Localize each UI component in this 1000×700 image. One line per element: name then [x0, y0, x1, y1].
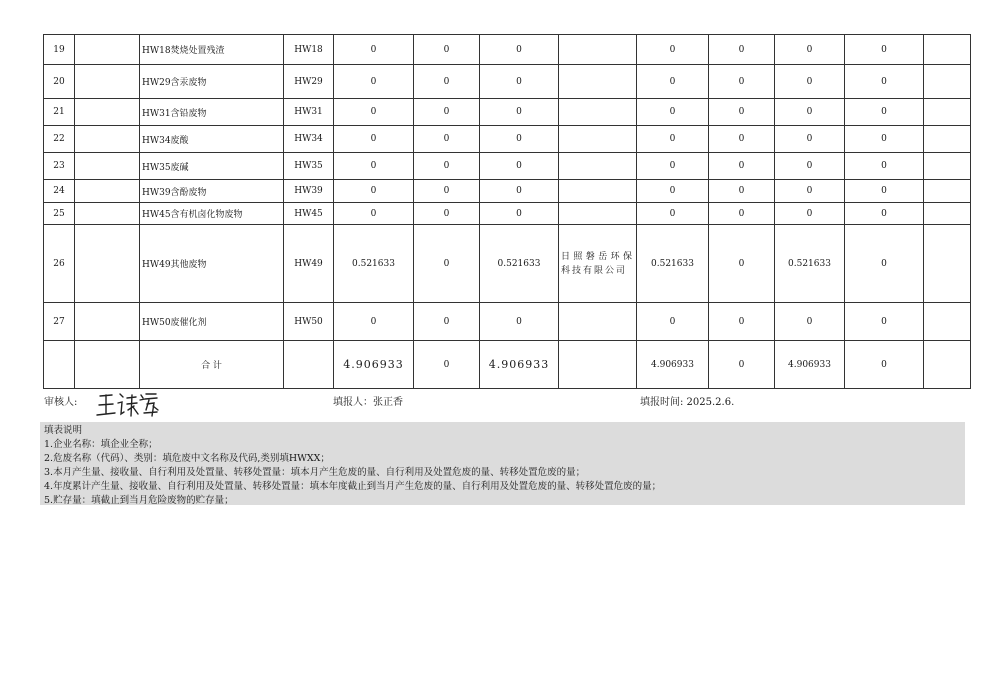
value-cell: 0	[334, 99, 414, 126]
value-cell: 0.521633	[480, 225, 559, 303]
total-label: 合 计	[140, 341, 284, 389]
value-cell: 0	[414, 65, 480, 99]
value-cell: 0	[637, 65, 709, 99]
row-number: 25	[44, 203, 75, 225]
waste-name: HW39含酚废物	[140, 180, 284, 203]
row-number: 22	[44, 126, 75, 153]
disposal-company	[559, 65, 637, 99]
value-cell: 0	[845, 35, 924, 65]
value-cell: 0	[480, 126, 559, 153]
value-cell: 0	[480, 303, 559, 341]
value-cell: 0	[480, 203, 559, 225]
value-cell: 0	[845, 99, 924, 126]
value-cell: 0	[334, 203, 414, 225]
total-blank	[75, 341, 140, 389]
total-value: 0	[414, 341, 480, 389]
waste-name: HW34废酸	[140, 126, 284, 153]
value-cell: 0	[709, 303, 775, 341]
table-row	[44, 180, 971, 203]
value-cell: 0	[414, 225, 480, 303]
value-cell: 0	[414, 153, 480, 180]
enterprise-cell	[75, 225, 140, 303]
value-cell: 0	[775, 153, 845, 180]
remark-cell	[924, 225, 971, 303]
waste-code: HW31	[284, 99, 334, 126]
remark-cell	[924, 153, 971, 180]
waste-code: HW49	[284, 225, 334, 303]
disposal-company	[559, 303, 637, 341]
value-cell: 0	[845, 203, 924, 225]
table-row	[44, 35, 971, 65]
enterprise-cell	[75, 153, 140, 180]
value-cell: 0	[637, 203, 709, 225]
waste-code: HW34	[284, 126, 334, 153]
value-cell: 0	[709, 153, 775, 180]
value-cell: 0	[709, 65, 775, 99]
enterprise-cell	[75, 65, 140, 99]
waste-code: HW50	[284, 303, 334, 341]
value-cell: 0	[845, 126, 924, 153]
waste-name: HW18焚烧处置残渣	[140, 35, 284, 65]
waste-code: HW29	[284, 65, 334, 99]
enterprise-cell	[75, 126, 140, 153]
waste-name: HW45含有机卤化物废物	[140, 203, 284, 225]
value-cell: 0	[480, 153, 559, 180]
value-cell: 0	[845, 153, 924, 180]
total-blank	[924, 341, 971, 389]
value-cell: 0	[709, 126, 775, 153]
value-cell: 0	[775, 65, 845, 99]
waste-code: HW35	[284, 153, 334, 180]
enterprise-cell	[75, 203, 140, 225]
disposal-company	[559, 203, 637, 225]
enterprise-cell	[75, 35, 140, 65]
waste-code: HW45	[284, 203, 334, 225]
row-number: 26	[44, 225, 75, 303]
total-blank	[44, 341, 75, 389]
value-cell: 0	[334, 180, 414, 203]
value-cell: 0	[480, 35, 559, 65]
instructions-title: 填表说明	[44, 425, 83, 436]
value-cell: 0	[480, 99, 559, 126]
remark-cell	[924, 303, 971, 341]
value-cell: 0	[414, 180, 480, 203]
disposal-company	[559, 126, 637, 153]
table-row	[44, 126, 971, 153]
table-row	[44, 225, 971, 303]
total-value: 4.906933	[637, 341, 709, 389]
enterprise-cell	[75, 303, 140, 341]
waste-name: HW35废碱	[140, 153, 284, 180]
instructions-box	[40, 422, 965, 505]
disposal-company	[559, 180, 637, 203]
value-cell: 0	[334, 153, 414, 180]
value-cell: 0	[775, 126, 845, 153]
row-number: 23	[44, 153, 75, 180]
waste-name: HW49其他废物	[140, 225, 284, 303]
value-cell: 0	[637, 99, 709, 126]
table-row	[44, 65, 971, 99]
disposal-company	[559, 35, 637, 65]
value-cell: 0	[414, 35, 480, 65]
value-cell: 0	[414, 203, 480, 225]
waste-table	[43, 34, 971, 389]
remark-cell	[924, 35, 971, 65]
table-row	[44, 203, 971, 225]
value-cell: 0	[334, 65, 414, 99]
instruction-1: 1.企业名称：填企业全称；	[44, 439, 158, 450]
value-cell: 0	[775, 203, 845, 225]
value-cell: 0	[637, 153, 709, 180]
instruction-2: 2.危废名称（代码）、类别：填危废中文名称及代码,类别填HWXX；	[44, 453, 330, 464]
value-cell: 0	[637, 35, 709, 65]
table-row	[44, 153, 971, 180]
waste-code: HW39	[284, 180, 334, 203]
value-cell: 0	[845, 65, 924, 99]
value-cell: 0	[414, 126, 480, 153]
value-cell: 0	[845, 225, 924, 303]
value-cell: 0	[480, 65, 559, 99]
total-blank	[284, 341, 334, 389]
row-number: 20	[44, 65, 75, 99]
remark-cell	[924, 203, 971, 225]
instruction-5: 5.贮存量：填截止到当月危险废物的贮存量；	[44, 495, 234, 506]
total-value: 0	[845, 341, 924, 389]
value-cell: 0	[709, 203, 775, 225]
value-cell: 0	[709, 180, 775, 203]
value-cell: 0	[845, 180, 924, 203]
table-row	[44, 99, 971, 126]
row-number: 24	[44, 180, 75, 203]
waste-name: HW29含汞废物	[140, 65, 284, 99]
row-number: 21	[44, 99, 75, 126]
total-row	[44, 341, 971, 389]
value-cell: 0.521633	[334, 225, 414, 303]
waste-name: HW50废催化剂	[140, 303, 284, 341]
remark-cell	[924, 99, 971, 126]
value-cell: 0	[709, 35, 775, 65]
remark-cell	[924, 126, 971, 153]
disposal-company: 日照磐岳环保科技有限公司	[559, 225, 637, 303]
remark-cell	[924, 180, 971, 203]
reviewer-signature	[96, 386, 160, 420]
reviewer-label: 审核人:	[44, 397, 78, 408]
value-cell: 0	[637, 303, 709, 341]
total-value: 4.906933	[775, 341, 845, 389]
instruction-4: 4.年度累计产生量、接收量、自行利用及处置量、转移处置量：填本年度截止到当月产生危废的量、自行利用及处置危废的量、转移处置危废的量；	[44, 481, 662, 492]
row-number: 27	[44, 303, 75, 341]
value-cell: 0	[709, 99, 775, 126]
value-cell: 0	[334, 35, 414, 65]
fill-date: 填报时间: 2025.2.6.	[640, 397, 735, 408]
value-cell: 0	[637, 126, 709, 153]
total-value: 4.906933	[480, 341, 559, 389]
value-cell: 0	[775, 303, 845, 341]
value-cell: 0.521633	[775, 225, 845, 303]
waste-code: HW18	[284, 35, 334, 65]
value-cell: 0	[845, 303, 924, 341]
value-cell: 0	[775, 99, 845, 126]
value-cell: 0	[637, 180, 709, 203]
enterprise-cell	[75, 99, 140, 126]
row-number: 19	[44, 35, 75, 65]
value-cell: 0	[709, 225, 775, 303]
total-value: 0	[709, 341, 775, 389]
value-cell: 0	[775, 180, 845, 203]
instruction-3: 3.本月产生量、接收量、自行利用及处置量、转移处置量：填本月产生危废的量、自行利用及处置危废的量、转移处置危废的量；	[44, 467, 586, 478]
total-value: 4.906933	[334, 341, 414, 389]
value-cell: 0	[775, 35, 845, 65]
value-cell: 0	[414, 99, 480, 126]
waste-name: HW31含铅废物	[140, 99, 284, 126]
value-cell: 0	[334, 303, 414, 341]
total-blank	[559, 341, 637, 389]
disposal-company	[559, 153, 637, 180]
enterprise-cell	[75, 180, 140, 203]
remark-cell	[924, 65, 971, 99]
filler: 填报人：张正香	[333, 397, 403, 408]
disposal-company	[559, 99, 637, 126]
value-cell: 0	[414, 303, 480, 341]
value-cell: 0.521633	[637, 225, 709, 303]
table-row	[44, 303, 971, 341]
value-cell: 0	[480, 180, 559, 203]
value-cell: 0	[334, 126, 414, 153]
